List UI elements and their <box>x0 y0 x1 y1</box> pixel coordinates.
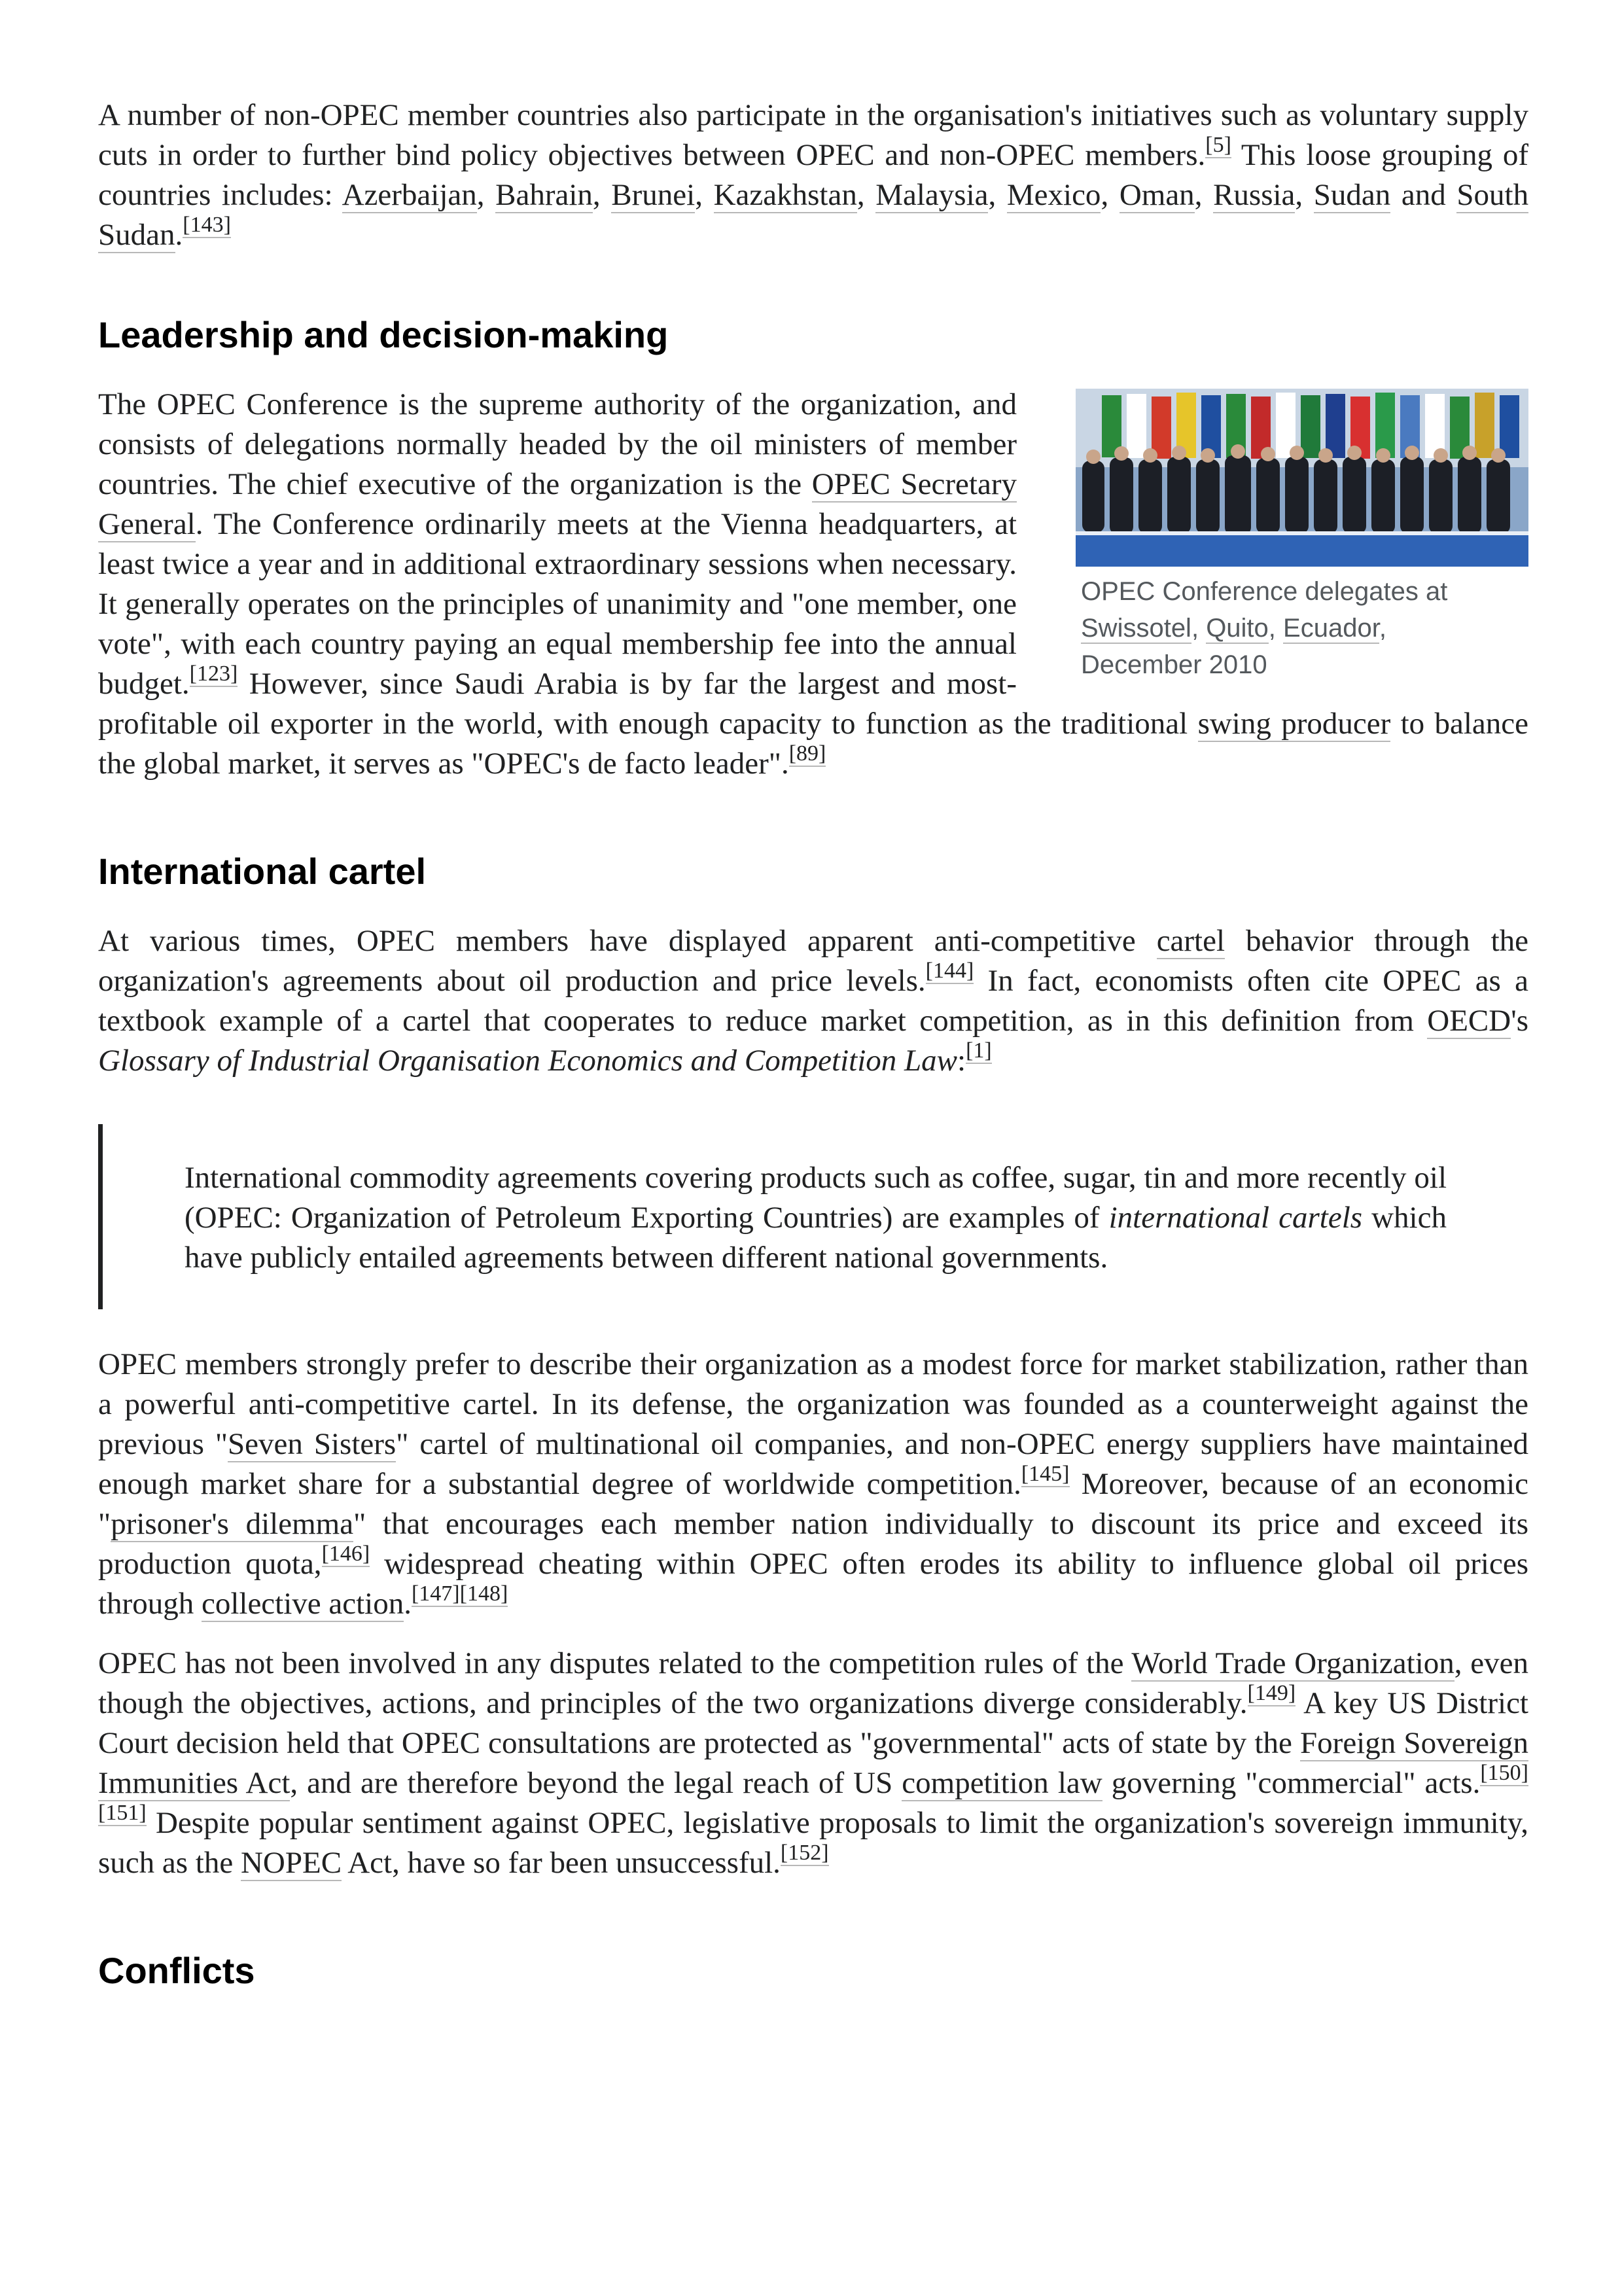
heading-conflicts: Conflicts <box>98 1950 255 1991</box>
link-kazakhstan[interactable]: Kazakhstan <box>713 178 857 212</box>
paragraph-non-opec: A number of non-OPEC member countries also participate in the organisation's initiatives such as voluntary supply cuts in order to further bind policy objectives between OPEC and non-OPEC members.[5] This loose grouping of countries includes: Azerbaijan, Bahrain, Brunei, Kazakhstan, Malaysia, Mexico, Oman, Russia, Sudan and South Sudan.[143] <box>98 98 1529 252</box>
paragraph-wto: OPEC has not been involved in any disputes related to the competition rules of the World Trade Organization, even though the objectives, actions, and principles of the two organizations diverge considerably.[149] A key US District Court decision held that OPEC consultations are protected as "governmental" acts of state by the Foreign Sovereign Immunities Act, and are therefore beyond the legal reach of US competition law governing "commercial" acts.[150][151] Despite popular sentiment against OPEC, legislative proposals to limit the organization's sovereign immunity, such as the NOPEC Act, have so far been unsuccessful.[152] <box>98 1646 1529 1880</box>
ref-149[interactable]: [149] <box>1247 1681 1296 1705</box>
article-body <box>98 92 1528 1993</box>
link-oman[interactable]: Oman <box>1119 178 1195 212</box>
link-competition-law[interactable]: competition law <box>902 1766 1102 1800</box>
link-south-sudan[interactable]: South Sudan <box>98 178 1529 252</box>
link-malaysia[interactable]: Malaysia <box>875 178 989 212</box>
ref-1[interactable]: [1] <box>966 1038 992 1063</box>
ref-150[interactable]: [150] <box>1480 1761 1528 1785</box>
ref-147[interactable]: [147] <box>411 1581 460 1606</box>
link-russia[interactable]: Russia <box>1213 178 1296 212</box>
link-oecd[interactable]: OECD <box>1427 1004 1511 1038</box>
ref-148[interactable]: [148] <box>459 1581 508 1606</box>
paragraph-cartel: At various times, OPEC members have displayed apparent anti-competitive cartel behavior through the organization's agreements about oil production and price levels.[144] In fact, economists often cite OPEC as a textbook example of a cartel that cooperates to reduce market competition, as in this definition from OECD's Glossary of Industrial Organisation Economics and Competition Law:[1] <box>98 924 1529 1078</box>
ref-146[interactable]: [146] <box>321 1542 370 1566</box>
paragraph-leadership: The OPEC Conference is the supreme authority of the organization, and consists of delegations normally headed by the oil ministers of member countries. The chief executive of the organization is the OPEC Secretary General. The Conference ordinarily meets at the Vienna headquarters, at least twice a year and in additional extraordinary sessions when necessary. It generally operates on the principles of unanimity and "one member, one vote", with each country paying an equal membership fee into the annual budget.[123] However, since Saudi Arabia is by far the largest and most-profitable oil exporter in the world, with enough capacity to function as the traditional swing producer to balance the global market, it serves as "OPEC's de facto leader".[89] <box>98 387 1528 781</box>
link-swing-producer[interactable]: swing producer <box>1197 707 1391 741</box>
figure-opec-conference <box>1076 389 1528 683</box>
link-sudan[interactable]: Sudan <box>1313 178 1391 212</box>
link-mexico[interactable]: Mexico <box>1006 178 1101 212</box>
link-azerbaijan[interactable]: Azerbaijan <box>342 178 477 212</box>
ref-89[interactable]: [89] <box>788 741 826 766</box>
photo-opec-delegates[interactable] <box>1076 389 1528 567</box>
heading-international-cartel: International cartel <box>98 851 427 892</box>
link-opec-secretary-general[interactable]: OPEC Secretary General <box>98 467 1017 541</box>
paragraph-stabilization: OPEC members strongly prefer to describe their organization as a modest force for market stabilization, rather than a powerful anti-competitive cartel. In its defense, the organization was founded as a counterweight against the previous "Seven Sisters" cartel of multinational oil companies, and non-OPEC energy suppliers have maintained enough market share for a substantial degree of worldwide competition.[145] Moreover, because of an economic "prisoner's dilemma" that encourages each member nation individually to discount its price and exceed its production quota,[146] widespread cheating within OPEC often erodes its ability to influence global oil prices through collective action.[147][148] <box>98 1347 1529 1621</box>
link-foreign-sovereign-immunities-act[interactable]: Foreign Sovereign Immunities Act <box>98 1726 1529 1800</box>
link-ecuador[interactable]: Ecuador <box>1283 614 1379 643</box>
link-quito[interactable]: Quito <box>1206 614 1269 643</box>
ref-145[interactable]: [145] <box>1021 1462 1070 1486</box>
quote-text: International commodity agreements covering products such as coffee, sugar, tin and more recently oil (OPEC: Organization of Petroleum Exporting Countries) are examples of international cartels which have publicly entailed agreements between different national governments. <box>185 1161 1447 1275</box>
ref-152[interactable]: [152] <box>780 1841 829 1865</box>
link-world-trade-organization[interactable]: World Trade Organization <box>1131 1646 1455 1680</box>
ref-151[interactable]: [151] <box>98 1801 147 1825</box>
figure-caption: OPEC Conference delegates at Swissotel, Quito, Ecuador, December 2010 <box>1081 577 1448 679</box>
heading-leadership: Leadership and decision-making <box>98 314 669 355</box>
link-cartel[interactable]: cartel <box>1156 924 1225 958</box>
link-bahrain[interactable]: Bahrain <box>495 178 593 212</box>
link-nopec[interactable]: NOPEC <box>240 1846 342 1880</box>
link-prisoners-dilemma[interactable]: prisoner's dilemma <box>111 1507 354 1541</box>
ref-143[interactable]: [143] <box>183 213 231 237</box>
link-collective-action[interactable]: collective action <box>201 1587 404 1621</box>
link-swissotel[interactable]: Swissotel <box>1081 614 1191 643</box>
blockquote-oecd-definition <box>98 1124 1528 1309</box>
link-seven-sisters[interactable]: Seven Sisters <box>228 1427 397 1461</box>
link-brunei[interactable]: Brunei <box>611 178 696 212</box>
ref-144[interactable]: [144] <box>925 959 974 983</box>
ref-123[interactable]: [123] <box>189 662 238 686</box>
ref-5[interactable]: [5] <box>1205 133 1231 157</box>
